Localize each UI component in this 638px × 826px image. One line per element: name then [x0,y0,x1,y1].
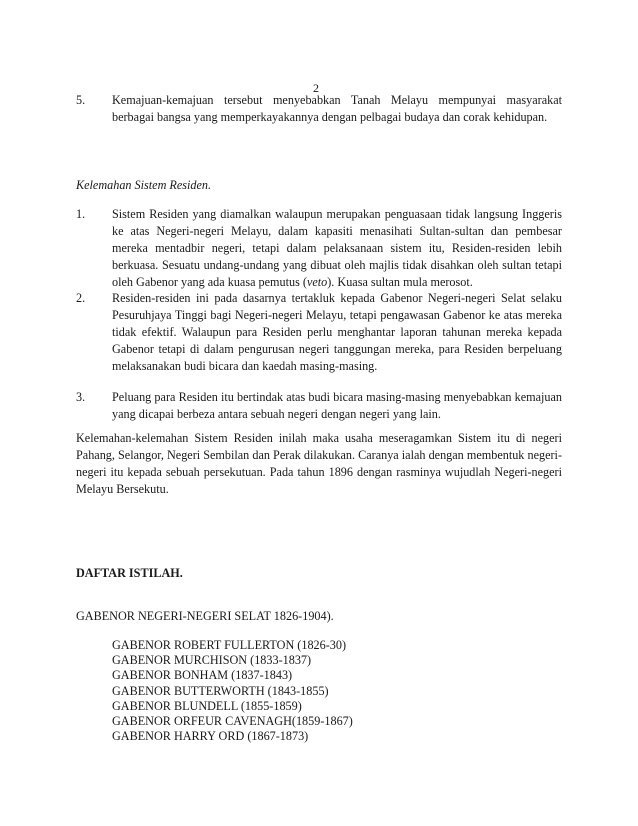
page-number: 2 [313,81,319,95]
item-number: 1. [76,207,86,221]
item-number: 5. [76,93,86,107]
list-item: GABENOR BONHAM (1837-1843) [112,668,293,683]
list-item [76,206,562,291]
governor-list [112,638,353,744]
item-text: Residen-residen ini pada dasarnya tertakluk kepada Gabenor Negeri-negeri Selat selaku Pesuruhjaya Tinggi bagi Negeri-negeri Melayu, tetapi pengawasan Gabenor ke atas mereka tidak efektif. Walaupun para Residen perlu menghantar laporan tahunan mereka kepada Gabenor tetapi di dalam pengurusan negeri tanggungan mereka, para Residen berpeluang melaksanakan budi bicara dan kaedah masing-masing. [112,291,562,373]
list-item [76,290,562,375]
list-item: GABENOR BUTTERWORTH (1843-1855) [112,683,329,698]
list-item: GABENOR ROBERT FULLERTON (1826-30) [112,638,347,652]
list-item: GABENOR ORFEUR CAVENAGH(1859-1867) [112,714,353,729]
list-item: GABENOR MURCHISON (1833-1837) [112,653,312,668]
item-number: 2. [76,291,86,305]
item-text: Kemajuan-kemajuan tersebut menyebabkan Tanah Melayu mempunyai masyarakat berbagai bangsa yang memperkayakannya dengan pelbagai budaya dan corak kehidupan. [112,93,562,124]
list-item [76,389,562,423]
item-text-part: Sistem Residen yang diamalkan walaupun merupakan penguasaan tidak langsung Inggeris ke atas Negeri-negeri Melayu, dalam kapasiti menasihati Sultan-sultan dan pembesar mereka mentadbir negeri, tetapi dalam pelaksanaan sistem itu, Residen-residen lebih berkuasa. Sesuatu undang-undang yang dibuat oleh majlis tidak disahkan oleh sultan tetapi oleh Gabenor yang ada kuasa pemutus ( [112,207,562,289]
item-text-part: ). Kuasa sultan mula merosot. [327,275,473,289]
item-text: Peluang para Residen itu bertindak atas budi bicara masing-masing menyebabkan kemajuan yang dicapai berbeza antara sebuah negeri dengan negeri yang lain. [112,390,562,421]
glossary-subheading: GABENOR NEGERI-NEGERI SELAT 1826-1904). [76,609,334,623]
list-item: GABENOR BLUNDELL (1855-1859) [112,698,302,713]
glossary-heading: DAFTAR ISTILAH. [76,566,183,580]
conclusion-paragraph: Kelemahan-kelemahan Sistem Residen inilah maka usaha meseragamkan Sistem itu di negeri Pahang, Selangor, Negeri Sembilan dan Perak dilakukan. Caranya ialah dengan membentuk negeri-negeri itu kepada sebuah persekutuan. Pada tahun 1896 dengan rasminya wujudlah Negeri-negeri Melayu Bersekutu. [76,431,562,496]
list-item: GABENOR HARRY ORD (1867-1873) [112,729,309,744]
item-number: 3. [76,390,86,404]
list-item [76,92,562,126]
section-heading: Kelemahan Sistem Residen. [76,178,212,192]
item-text-emphasis: veto [306,275,328,289]
item-text [112,206,562,291]
